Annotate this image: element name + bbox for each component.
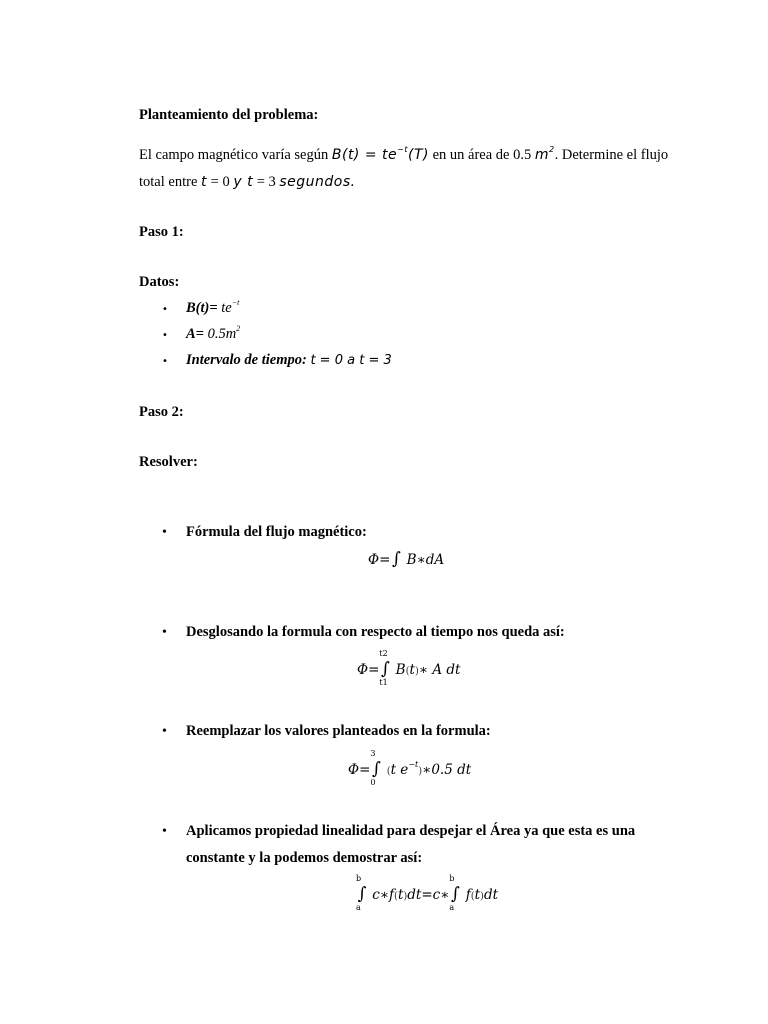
resolver-label: Resolver: [139, 454, 198, 470]
formula-linearity: ∫ b a c∗f(t)dt=c∗∫ b a f(t)dt [356, 874, 499, 912]
bullet-icon: • [162, 625, 167, 640]
problem-text-5: = 3 [253, 174, 280, 190]
math-area-unit: $m^2$ [534, 145, 555, 163]
datos-title: Datos: [139, 274, 180, 290]
heading-problem: Planteamiento del problema: [139, 107, 319, 123]
problem-text-3: . Determine el flujo total entre [139, 147, 669, 190]
formula-flux-values: Φ=∫ 3 0 (t $e^{-t})∗0.5$ dt [348, 749, 472, 787]
bullet-icon: • [162, 525, 167, 540]
datos-item-a: • $A= 0.5m^2$ [162, 322, 240, 346]
problem-text-4: = 0 [207, 174, 234, 190]
formula-flux-integral: Φ=∫ B∗dA [368, 549, 445, 569]
document-page: Planteamiento del problema: El campo magnético varía según $B(t) = te^{-t}(T)$ en un área de 0.5 $m^2$. Determine el flujo total entre t = 0 y t = 3 segundos. Paso 1: Datos: • $B(t)= te^{-t}$ • $A= 0.5m^2$ • Intervalo de tiempo: t = 0 a t = 3 Paso 2: Resolver: • Fórmula del flujo magnético: Φ=∫ B∗dA • Desglosando la formula con respecto al tiempo nos queda así: Φ=∫ t2 t1 B(t)∗ A dt • Reemplazar los valores planteados en la formula: Φ=∫ 3 0 (t $e^{-t})∗0.5$ dt • Aplicamos propiedad linealidad para despejar el Área ya que esta es una constante y la podemos demostrar así: ∫ b a c∗f(t)dt=c∗∫ b a f(t)dt [0, 0, 768, 1024]
math-b-of-t: $B(t) = te^{-t}(T)$ [331, 145, 429, 163]
datos-item-b: • $B(t)= te^{-t}$ [162, 296, 239, 320]
math-t-start: t [201, 174, 208, 190]
problem-text-1: El campo magnético varía según [139, 147, 332, 163]
bullet-icon: • [162, 330, 168, 341]
datos-item-interval: • Intervalo de tiempo: t = 0 a t = 3 [162, 348, 392, 372]
formula-flux-time: Φ=∫ t2 t1 B(t)∗ A dt [357, 649, 461, 687]
bullet-icon: • [162, 304, 168, 315]
step-1-label: Paso 1: [139, 224, 184, 240]
problem-text-2: en un área de 0.5 [428, 147, 535, 163]
problem-statement [139, 142, 679, 196]
math-y-t: y t [233, 174, 254, 190]
bullet-icon: • [162, 356, 168, 367]
bullet-icon: • [162, 724, 167, 739]
math-segundos: segundos. [279, 174, 356, 190]
bullet-icon: • [162, 824, 167, 839]
step-2-label: Paso 2: [139, 404, 184, 420]
